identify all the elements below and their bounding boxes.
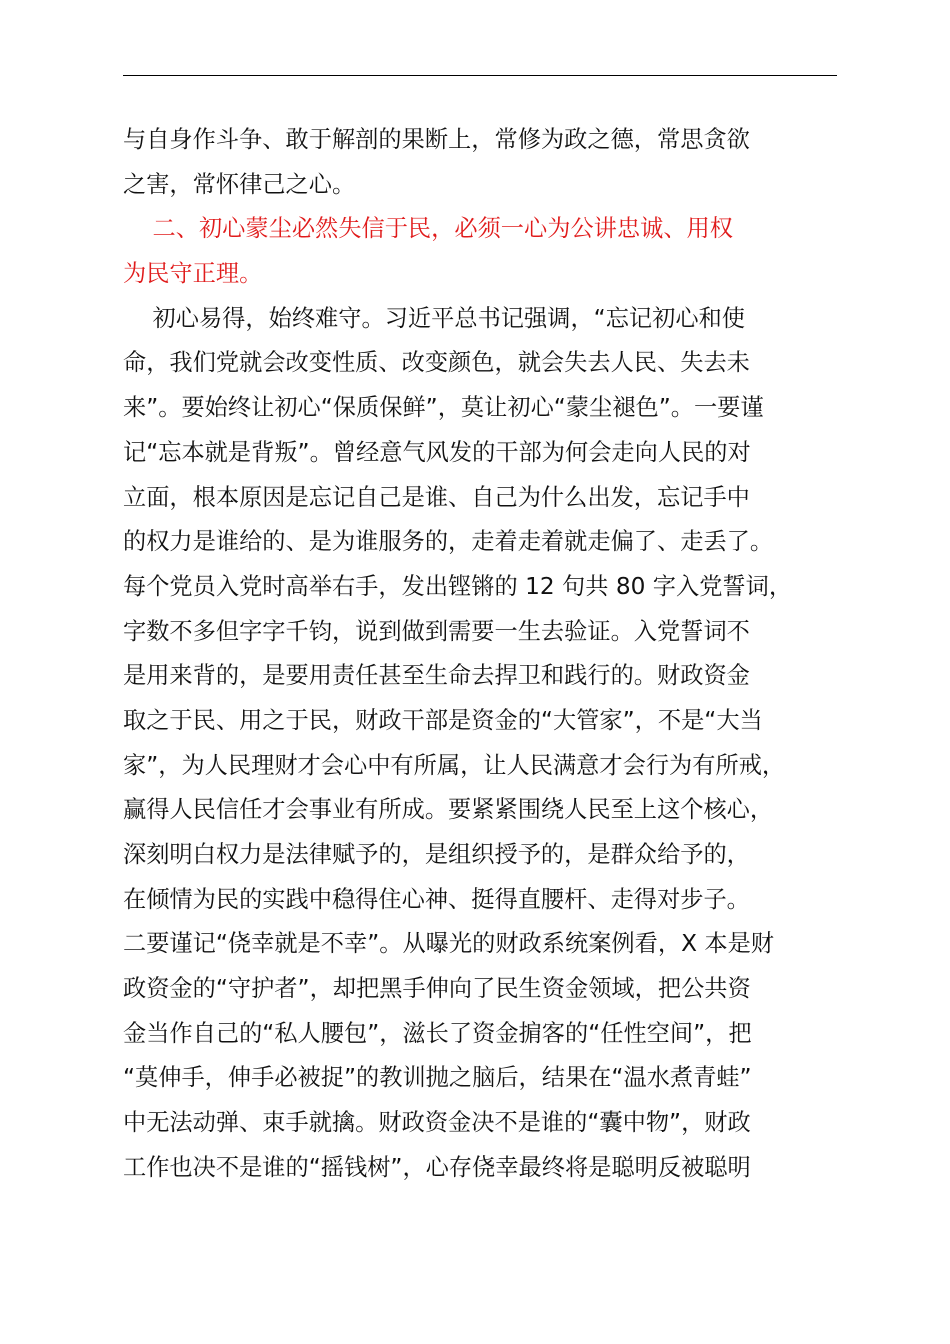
text-line: “莫伸手，伸手必被捉”的教训抛之脑后，结果在“温水煮青蛙”: [123, 1064, 752, 1092]
text-line: 二要谨记“侥幸就是不幸”。从曝光的财政系统案例看，X 本是财: [123, 930, 775, 958]
text-line: 政资金的“守护者”，却把黑手伸向了民生资金领域，把公共资: [123, 975, 751, 1003]
text-line: 金当作自己的“私人腰包”，滋长了资金掮客的“任性空间”，把: [123, 1019, 752, 1047]
text-line: 的权力是谁给的、是为谁服务的，走着走着就走偏了、走丢了。: [123, 528, 774, 556]
section-heading-line: 二、初心蒙尘必然失信于民，必须一心为公讲忠诚、用权: [123, 215, 733, 243]
text-line: 初心易得，始终难守。习近平总书记强调，“忘记初心和使: [123, 304, 746, 332]
text-line: 之害，常怀律己之心。: [123, 170, 356, 198]
text-line: 命，我们党就会改变性质、改变颜色，就会失去人民、失去未: [123, 349, 750, 377]
text-line: 在倾情为民的实践中稳得住心神、挺得直腰杆、走得对步子。: [123, 885, 750, 913]
text-line: 家”，为人民理财才会心中有所属，让人民满意才会行为有所戒，: [123, 751, 786, 779]
text-line: 立面，根本原因是忘记自己是谁、自己为什么出发，忘记手中: [123, 483, 750, 511]
text-line: 赢得人民信任才会事业有所成。要紧紧围绕人民至上这个核心，: [123, 796, 774, 824]
text-line: 深刻明白权力是法律赋予的，是组织授予的，是群众给予的，: [123, 841, 750, 868]
text-line: 字数不多但字字千钧，说到做到需要一生去验证。入党誓词不: [123, 617, 750, 645]
text-line: 工作也决不是谁的“摇钱树”，心存侥幸最终将是聪明反被聪明: [123, 1153, 751, 1181]
text-line: 取之于民、用之于民，财政干部是资金的“大管家”，不是“大当: [123, 706, 763, 734]
text-line: 来”。要始终让初心“保质保鲜”，莫让初心“蒙尘褪色”。一要谨: [123, 394, 764, 422]
text-line: 与自身作斗争、敢于解剖的果断上，常修为政之德，常思贪欲: [123, 126, 750, 153]
text-line: 记“忘本就是背叛”。曾经意气风发的干部为何会走向人民的对: [123, 438, 751, 466]
text-line: 中无法动弹、束手就擒。财政资金决不是谁的“囊中物”，财政: [123, 1109, 751, 1137]
document-body: [123, 118, 863, 1191]
text-line: 是用来背的，是要用责任甚至生命去捍卫和践行的。财政资金: [123, 662, 750, 690]
header-rule: [123, 75, 837, 76]
section-heading-line: 为民守正理。: [123, 260, 263, 288]
text-line: 每个党员入党时高举右手，发出铿锵的 12 句共 80 字入党誓词，: [123, 572, 793, 600]
